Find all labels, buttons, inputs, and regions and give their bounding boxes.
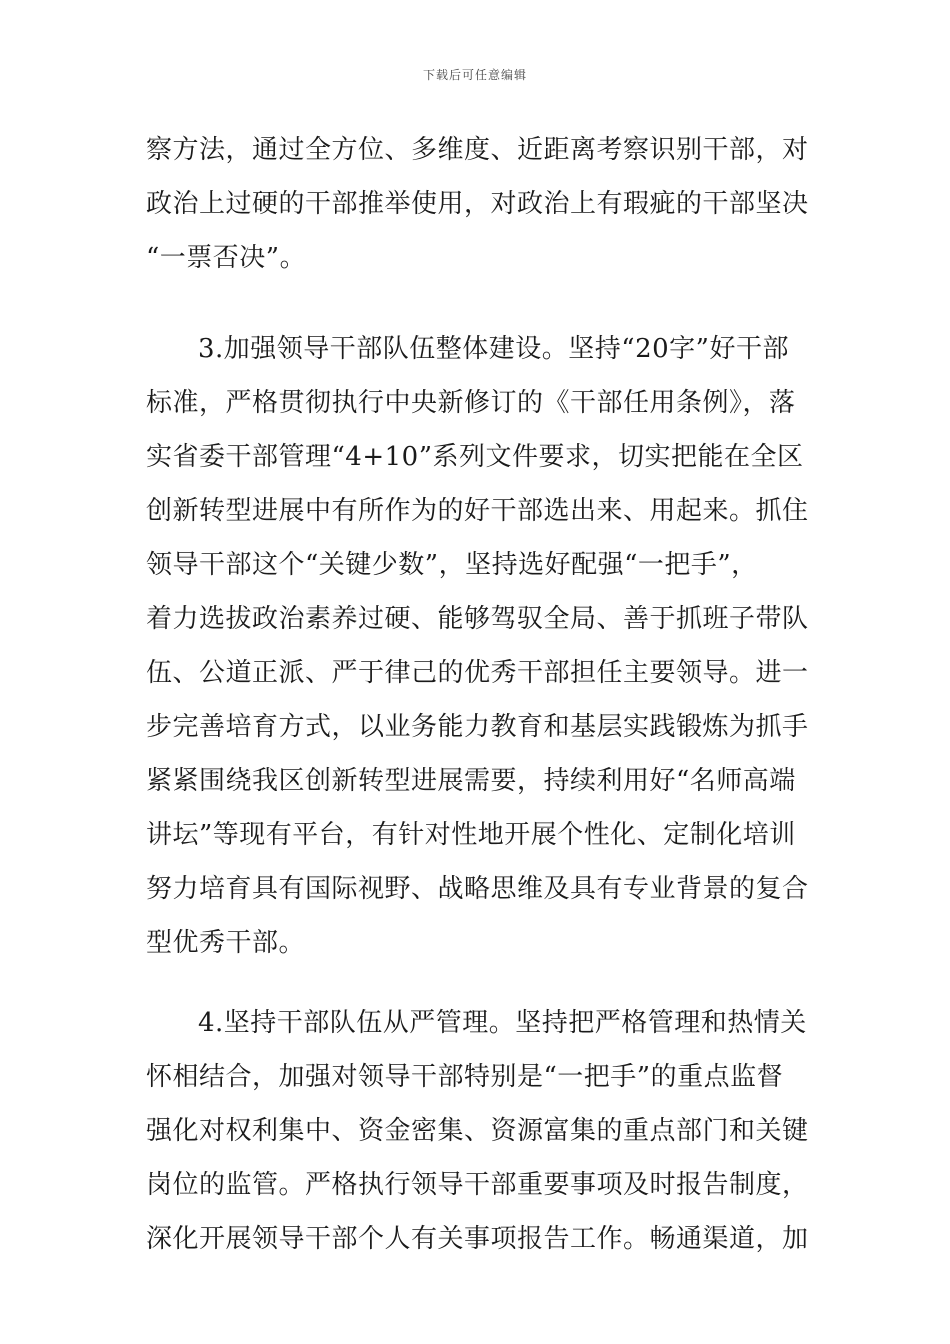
paragraph-1	[146, 123, 826, 285]
text-line: 实省委干部管理“4+10”系列文件要求，切实把能在全区	[146, 442, 804, 472]
text-line: 创新转型进展中有所作为的好干部选出来、用起来。抓住	[146, 496, 809, 526]
text-line: 岗位的监管。严格执行领导干部重要事项及时报告制度，	[146, 1170, 809, 1200]
text-line: 深化开展领导干部个人有关事项报告工作。畅通渠道，加	[146, 1224, 809, 1254]
text-line: 型优秀干部。	[146, 928, 306, 958]
paragraph-2	[146, 322, 826, 970]
text-line: “一票否决”。	[146, 243, 307, 273]
text-line: 强化对权利集中、资金密集、资源富集的重点部门和关键	[146, 1116, 809, 1146]
text-line: 努力培育具有国际视野、战略思维及具有专业背景的复合	[146, 874, 809, 904]
text-line: 标准，严格贯彻执行中央新修订的《干部任用条例》，落	[146, 388, 796, 418]
text-line: 讲坛”等现有平台，有针对性地开展个性化、定制化培训	[146, 820, 796, 850]
text-line-first: 4.坚持干部队伍从严管理。坚持把严格管理和热情关	[198, 1008, 807, 1038]
text-line-first: 3.加强领导干部队伍整体建设。坚持“20字”好干部	[198, 334, 789, 364]
page-header: 下载后可任意编辑	[422, 68, 527, 82]
text-line: 政治上过硬的干部推举使用，对政治上有瑕疵的干部坚决	[146, 189, 809, 219]
text-line: 领导干部这个“关键少数”，坚持选好配强“一把手”，	[146, 550, 758, 580]
text-line: 察方法，通过全方位、多维度、近距离考察识别干部，对	[146, 135, 809, 165]
text-line: 步完善培育方式，以业务能力教育和基层实践锻炼为抓手	[146, 712, 809, 742]
text-line: 伍、公道正派、严于律己的优秀干部担任主要领导。进一	[146, 658, 809, 688]
paragraph-3	[146, 996, 826, 1266]
text-line: 着力选拔政治素养过硬、能够驾驭全局、善于抓班子带队	[146, 604, 809, 634]
text-line: 怀相结合，加强对领导干部特别是“一把手”的重点监督	[146, 1062, 784, 1092]
text-line: 紧紧围绕我区创新转型进展需要，持续利用好“名师高端	[146, 766, 796, 796]
